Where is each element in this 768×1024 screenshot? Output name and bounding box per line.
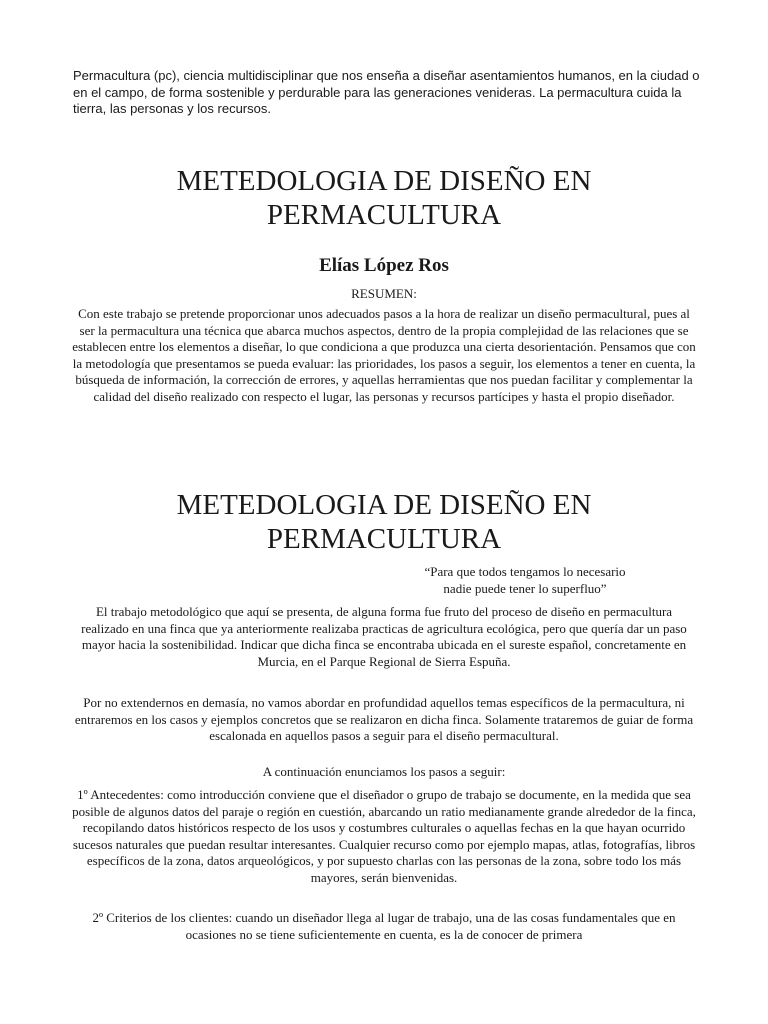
body-paragraph: El trabajo metodológico que aquí se presenta, de alguna forma fue fruto del proceso de diseño en permacultura realizado en una finca que ya anteriormente realizaba practicas de agricultura ecológica, pero que quería dar un paso mayor hacia la sostenibilidad. Indicar que dicha finca se encontraba ubicada en el sureste español, concretamente en Murcia, en el Parque Regional de Sierra Espuña. [81,604,687,669]
abstract-paragraph: Con este trabajo se pretende proporcionar unos adecuados pasos a la hora de realizar un diseño permacultural, pues al ser la permacultura una técnica que abarca muchos aspectos, dentro de la propia complejidad de las relaciones que se establecen entre los elementos a diseñar, lo que condiciona a que produzca una cierta desorientación. Pensamos que con la metodología que presentamos se pueda evaluar: las prioridades, los pasos a seguir, los elementos a tener en cuenta, la búsqueda de información, la corrección de errores, y aquellas herramientas que nos puedan facilitar y complementar la calidad del diseño realizado con respecto el lugar, las personas y recursos partícipes y hasta el propio diseñador. [72,306,696,404]
abstract-label: RESUMEN: [351,286,417,301]
document-title: METEDOLOGIA DE DISEÑO EN PERMACULTURA [176,165,592,231]
body-paragraph: 1º Antecedentes: como introducción conviene que el diseñador o grupo de trabajo se documente, en la medida que sea posible de algunos datos del paraje o región en cuestión, abarcando un ratio medianamente grande alrededor de la finca, recopilando datos históricos respecto de los usos y costumbres culturales o aquellas fechas en la que hayan ocurrido sucesos naturales que puedan resultar interesantes. Cualquier recurso como por ejemplo mapas, atlas, fotografías, libros específicos de la zona, datos arqueológicos, y por supuesto charlas con las personas de la zona, sobre todo los más mayores, serán bienvenidas. [72,787,696,885]
epigraph-line-1: “Para que todos tengamos lo necesario [424,564,626,579]
author-name: Elías López Ros [319,255,449,276]
intro-paragraph: Permacultura (pc), ciencia multidisciplinar que nos enseña a diseñar asentamientos humanos, en la ciudad o en el campo, de forma sostenible y perdurable para las generaciones venideras. La permacultura cuida la tierra, las personas y los recursos. [73,68,700,116]
body-paragraph: 2º Criterios de los clientes: cuando un diseñador llega al lugar de trabajo, una de las cosas fundamentales que en ocasiones no se tiene suficientemente en cuenta, es la de conocer de primera [92,910,676,942]
body-paragraph: Por no extendernos en demasía, no vamos abordar en profundidad aquellos temas específicos de la permacultura, ni entraremos en los casos y ejemplos concretos que se realizaron en dicha finca. Solamente trataremos de guiar de forma escalonada en aquellos pasos a seguir para el diseño permacultural. [74,695,694,744]
epigraph-line-2: nadie puede tener lo superfluo” [443,580,607,596]
section-title: METEDOLOGIA DE DISEÑO EN PERMACULTURA [176,489,592,555]
body-paragraph: A continuación enunciamos los pasos a seguir: [262,764,506,779]
epigraph-quote [360,564,690,597]
